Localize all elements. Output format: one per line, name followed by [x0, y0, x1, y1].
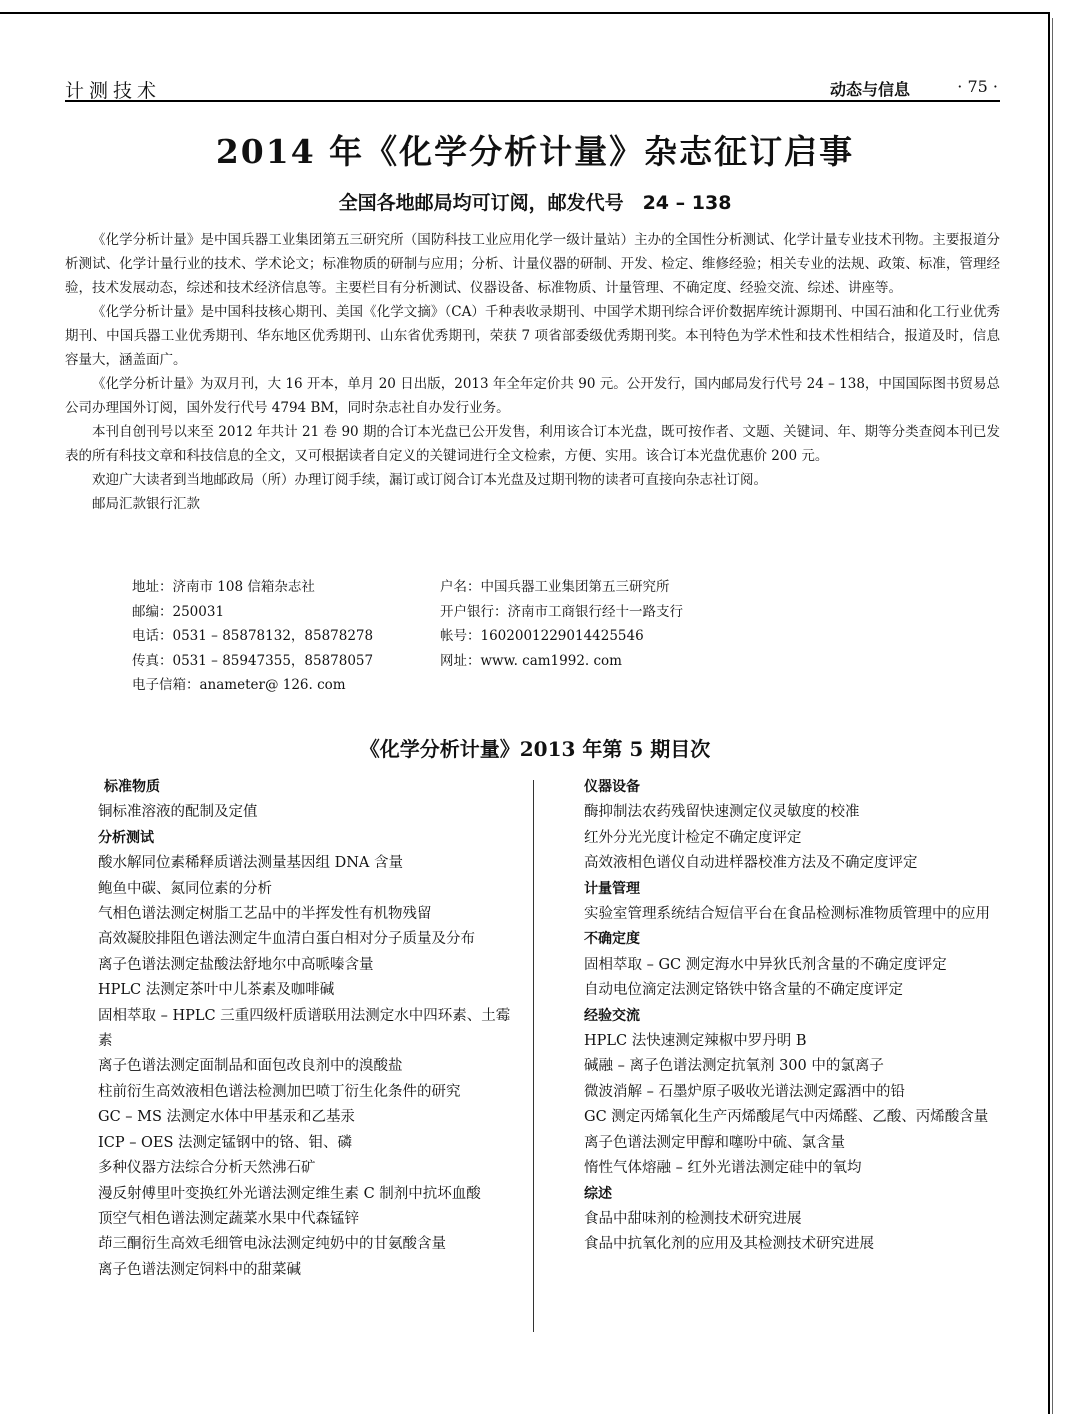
- toc-entry: 自动电位滴定法测定铬铁中铬含量的不确定度评定: [584, 982, 903, 999]
- toc-column-divider: [533, 780, 534, 1332]
- toc-entry: 离子色谱法测定饲料中的甜菜碱: [98, 1261, 301, 1278]
- paragraph: 《化学分析计量》为双月刊，大 16 开本，单月 20 日出版，2013 年全年定价共 90 元。公开发行，国内邮局发行代号 24 – 138，中国国际图书贸易总公司办理国外订阅，国外发行代号 4794 BM，同时杂志社自办发行业务。: [65, 376, 1000, 416]
- toc-entry: 顶空气相色谱法测定蔬菜水果中代森锰锌: [98, 1210, 359, 1227]
- toc-title: 《化学分析计量》2013 年第 5 期目次: [359, 737, 711, 761]
- paragraph: 欢迎广大读者到当地邮政局（所）办理订阅手续，漏订或订阅合订本光盘及过期刊物的读者可直接向杂志社订阅。: [92, 472, 767, 488]
- account-name: 户名：中国兵器工业集团第五三研究所: [440, 579, 670, 595]
- contact-email: 电子信箱：anameter@ 126. com: [132, 677, 346, 693]
- toc-entry: 气相色谱法测定树脂工艺品中的半挥发性有机物残留: [98, 906, 432, 923]
- toc-entry: 离子色谱法测定面制品和面包改良剂中的溴酸盐: [98, 1058, 403, 1075]
- toc-entry: 食品中抗氧化剂的应用及其检测技术研究进展: [584, 1236, 874, 1253]
- page-right-border: [1048, 12, 1050, 1414]
- toc-category: 综述: [584, 1185, 612, 1202]
- toc-entry: GC – MS 法测定水体中甲基汞和乙基汞: [98, 1109, 356, 1126]
- toc-entry: 漫反射傅里叶变换红外光谱法测定维生素 C 制剂中抗坏血酸: [98, 1185, 481, 1202]
- paragraph: 本刊自创刊号以来至 2012 年共计 21 卷 90 期的合订本光盘已公开发售，利用该合订本光盘，既可按作者、文题、关键词、年、期等分类查阅本刊已发表的所有科技文章和科技信息的全文，又可根据读者自定义的关键词进行全文检索，方便、实用。该合订本光盘优惠价 200 元。: [65, 424, 1000, 464]
- toc-entry: 铜标准溶液的配制及定值: [98, 804, 258, 821]
- toc-left-column: [98, 775, 518, 1283]
- toc-entry: GC 测定丙烯氧化生产丙烯酸尾气中丙烯醛、乙酸、丙烯酸含量: [584, 1109, 989, 1126]
- paragraph: 《化学分析计量》是中国兵器工业集团第五三研究所（国防科技工业应用化学一级计量站）主办的全国性分析测试、化学计量专业技术刊物。主要报道分析测试、化学计量行业的技术、学术论文；标准物质的研制与应用；分析、计量仪器的研制、开发、检定、维修经验；相关专业的法规、政策、标准，管理经验，技术发展动态，综述和技术经济信息等。主要栏目有分析测试、仪器设备、标准物质、计量管理、不确定度、经验交流、综述、讲座等。: [65, 232, 1000, 296]
- website: 网址：www. cam1992. com: [440, 652, 622, 669]
- toc-entry: 固相萃取 – HPLC 三重四级杆质谱联用法测定水中四环素、土霉素: [98, 1007, 511, 1050]
- contact-left-column: [132, 575, 432, 698]
- toc-category: 分析测试: [98, 829, 154, 846]
- toc-right-column: [584, 775, 1004, 1258]
- toc-category: 标准物质: [104, 779, 160, 795]
- paragraph: 《化学分析计量》是中国科技核心期刊、美国《化学文摘》（CA）千种表收录期刊、中国学术期刊综合评价数据库统计源期刊、中国石油和化工行业优秀期刊、中国兵器工业优秀期刊、华东地区优秀期刊、山东省优秀期刊，荣获 7 项省部委级优秀期刊奖。本刊特色为学术性和技术性相结合，报道及时，信息容量大，涵盖面广。: [65, 304, 1000, 368]
- contact-phone: 电话：0531 – 85878132，85878278: [132, 628, 374, 644]
- section-label: 动态与信息: [829, 80, 910, 99]
- bank-name: 开户银行：济南市工商银行经十一路支行: [440, 603, 683, 620]
- toc-category: 仪器设备: [584, 779, 640, 795]
- toc-entry: ICP – OES 法测定锰钢中的铬、钼、磷: [98, 1134, 353, 1151]
- page-subtitle: 全国各地邮局均可订阅，邮发代号 24 – 138: [338, 192, 732, 214]
- contact-postcode: 邮编：250031: [132, 603, 225, 620]
- paragraph: 邮局汇款银行汇款: [92, 496, 200, 512]
- toc-entry: 离子色谱法测定盐酸法舒地尔中高哌嗪含量: [98, 956, 374, 973]
- toc-entry: 高效液相色谱仪自动进样器校准方法及不确定度评定: [584, 855, 918, 872]
- toc-entry: 实验室管理系统结合短信平台在食品检测标准物质管理中的应用: [584, 906, 990, 923]
- toc-entry: 酶抑制法农药残留快速测定仪灵敏度的校准: [584, 804, 860, 821]
- page-right-shadow: [1052, 18, 1053, 1414]
- contact-right-column: [440, 575, 840, 673]
- page-number: · 75 ·: [957, 77, 998, 96]
- toc-entry: 红外分光光度计检定不确定度评定: [584, 829, 802, 846]
- toc-entry: 离子色谱法测定甲醇和噻吩中硫、氯含量: [584, 1134, 845, 1151]
- toc-entry: 高效凝胶排阻色谱法测定牛血清白蛋白相对分子质量及分布: [98, 931, 475, 948]
- toc-entry: HPLC 法快速测定辣椒中罗丹明 B: [584, 1033, 807, 1050]
- page-title: 2014 年《化学分析计量》杂志征订启事: [215, 132, 855, 171]
- toc-entry: 酸水解同位素稀释质谱法测量基因组 DNA 含量: [98, 855, 404, 872]
- toc-entry: 食品中甜味剂的检测技术研究进展: [584, 1210, 802, 1227]
- contact-address: 地址：济南市 108 信箱杂志社: [132, 579, 315, 595]
- toc-category: 经验交流: [584, 1007, 640, 1024]
- notice-body: [65, 228, 1000, 516]
- toc-entry: 固相萃取 – GC 测定海水中异狄氏剂含量的不确定度评定: [584, 956, 947, 973]
- journal-name: 计测技术: [65, 80, 162, 102]
- running-header: [65, 74, 1000, 102]
- toc-entry: 微波消解 – 石墨炉原子吸收光谱法测定露酒中的铅: [584, 1083, 905, 1100]
- toc-entry: 茚三酮衍生高效毛细管电泳法测定纯奶中的甘氨酸含量: [98, 1236, 446, 1253]
- toc-entry: 柱前衍生高效液相色谱法检测加巴喷丁衍生化条件的研究: [98, 1083, 461, 1100]
- toc-entry: 鲍鱼中碳、氮同位素的分析: [98, 880, 272, 897]
- toc-entry: 多种仪器方法综合分析天然沸石矿: [98, 1160, 316, 1177]
- contact-fax: 传真：0531 – 85947355，85878057: [132, 652, 374, 669]
- toc-entry: 碱融 – 离子色谱法测定抗氧剂 300 中的氯离子: [584, 1058, 884, 1075]
- account-number: 帐号：1602001229014425546: [440, 628, 644, 644]
- toc-entry: HPLC 法测定茶叶中儿茶素及咖啡碱: [98, 982, 335, 999]
- toc-category: 不确定度: [584, 931, 640, 948]
- toc-entry: 惰性气体熔融 – 红外光谱法测定硅中的氧均: [584, 1160, 862, 1177]
- page-top-border: [0, 12, 1050, 14]
- toc-category: 计量管理: [584, 880, 640, 897]
